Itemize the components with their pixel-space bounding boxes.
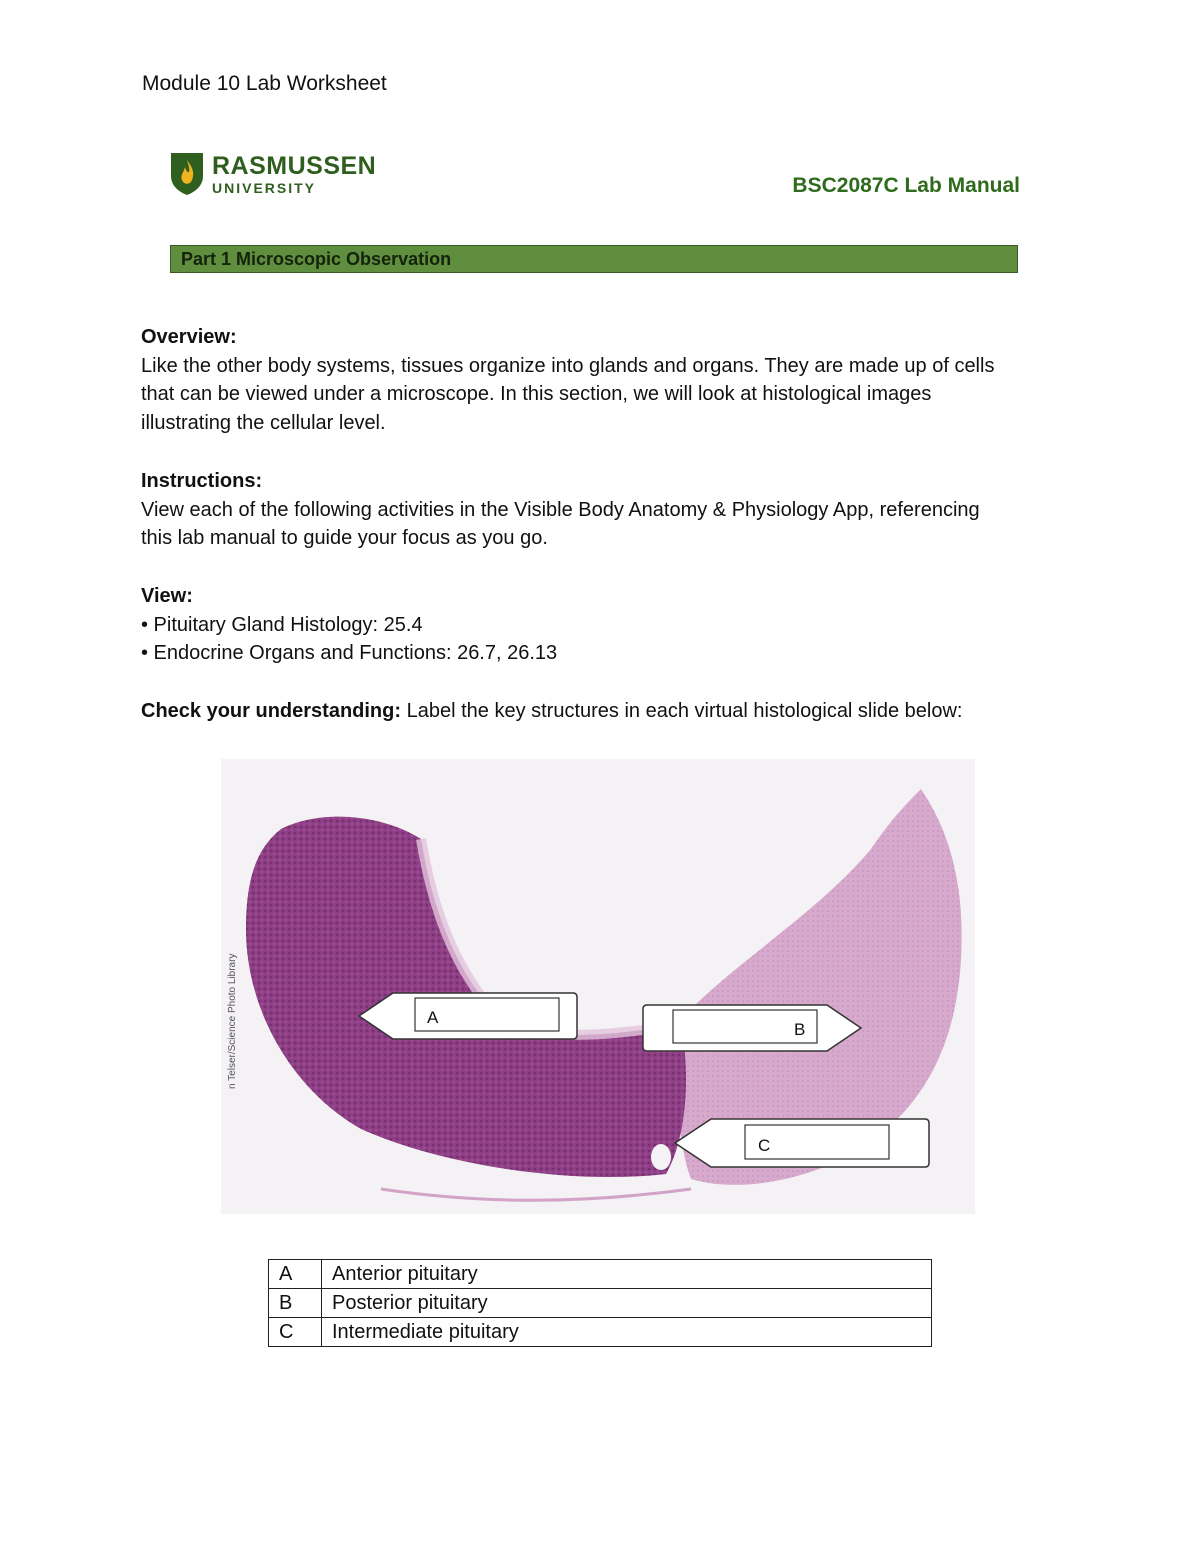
instructions-line: this lab manual to guide your focus as you go. xyxy=(141,527,548,549)
instructions-section xyxy=(141,467,1061,553)
manual-title: BSC2087C Lab Manual xyxy=(792,174,1020,197)
answer-value: Anterior pituitary xyxy=(322,1260,932,1289)
check-text: Label the key structures in each virtual histological slide below: xyxy=(401,700,963,722)
photo-credit: n Telser/Science Photo Library xyxy=(227,953,238,1089)
flame-shield-icon xyxy=(168,150,206,196)
view-item: • Pituitary Gland Histology: 25.4 xyxy=(141,613,423,636)
university-logo xyxy=(168,150,378,200)
answer-value: Posterior pituitary xyxy=(322,1289,932,1318)
label-box-c xyxy=(673,1117,931,1169)
answer-table xyxy=(268,1259,932,1347)
check-understanding xyxy=(141,697,1061,726)
overview-line: illustrating the cellular level. xyxy=(141,411,386,434)
view-item: • Endocrine Organs and Functions: 26.7, 26.13 xyxy=(141,642,558,664)
label-box-a xyxy=(357,991,579,1041)
label-c-text: C xyxy=(758,1136,771,1155)
table-row xyxy=(269,1318,932,1347)
answer-key: A xyxy=(269,1260,322,1289)
instructions-heading: Instructions: xyxy=(141,470,263,492)
histology-slide-image xyxy=(221,759,975,1214)
table-row xyxy=(269,1260,932,1289)
label-box-b xyxy=(641,1003,863,1053)
answer-value: Intermediate pituitary xyxy=(322,1318,932,1347)
section-title: Part 1 Microscopic Observation xyxy=(181,249,452,269)
logo-subtitle: UNIVERSITY xyxy=(212,180,317,196)
instructions-line: View each of the following activities in the Visible Body Anatomy & Physiology App, referencing xyxy=(141,498,980,521)
label-a-text: A xyxy=(427,1008,439,1027)
answer-key: B xyxy=(269,1289,322,1318)
table-row xyxy=(269,1289,932,1318)
label-b-text: B xyxy=(794,1020,806,1039)
document-header: Module 10 Lab Worksheet xyxy=(142,72,387,95)
view-section xyxy=(141,582,1061,668)
overview-line: Like the other body systems, tissues organize into glands and organs. They are made up of cells xyxy=(141,354,995,377)
overview-heading: Overview: xyxy=(141,326,237,348)
overview-line: that can be viewed under a microscope. In this section, we will look at histological images xyxy=(141,383,932,405)
overview-section xyxy=(141,323,1061,437)
section-bar xyxy=(170,245,1018,273)
check-heading: Check your understanding: xyxy=(141,700,402,722)
view-heading: View: xyxy=(141,585,193,607)
logo-wordmark: RASMUSSEN xyxy=(212,152,377,180)
answer-key: C xyxy=(269,1318,322,1347)
